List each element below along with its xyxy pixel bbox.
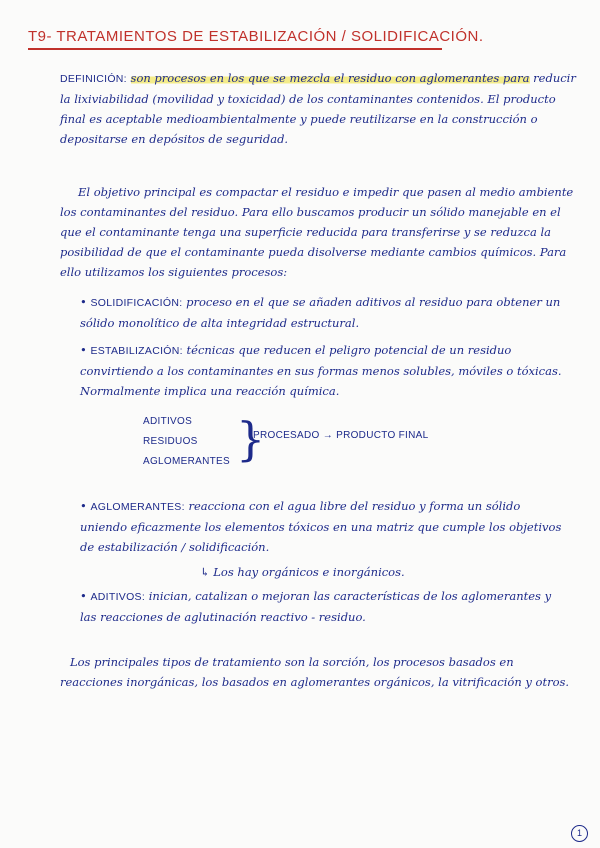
estabilizacion-text: técnicas que reducen el peligro potencial de un residuo convirtiendo a los contaminantes en sus formas menos solubles, móviles o tóxicas. Normalmente implica una reacción química. [80,343,562,398]
aglomerantes-text: reacciona con el agua libre del residuo y forma un sólido uniendo eficazmente los elementos tóxicos en una matriz que cumple los objetivos de estabilización / solidificación. [80,499,562,554]
bullet-solidificacion: • SOLIDIFICACIÓN: proceso en el que se añaden aditivos al residuo para obtener un sólido monolítico de alta integridad estructural. [80,295,561,330]
objective-paragraph: El objetivo principal es compactar el residuo e impedir que pasen al medio ambiente los contaminantes del residuo. Para ello buscamos producir un sólido manejable en el que el contaminante tenga una superficie reducida para transferirse y se reduzca la posibilidad de que el contaminante pueda disolverse mediante cambios químicos. Para ello utilizamos los siguientes procesos: [60,185,574,279]
input-residuos: RESIDUOS [143,436,198,447]
process-diagram [143,412,463,472]
solidificacion-text: proceso en el que se añaden aditivos al residuo para obtener un sólido monolítico de alta integridad estructural. [80,295,561,330]
bullet-aglomerantes: • AGLOMERANTES: reacciona con el agua libre del residuo y forma un sólido uniendo eficazmente los elementos tóxicos en una matriz que cumple los objetivos de estabilización / solidificación. [80,499,562,554]
definition-paragraph [60,68,580,149]
definition-text: reducir la lixiviabilidad (movilidad y toxicidad) de los contaminantes contenidos. El producto final es aceptable medioambientalmente y puede reutilizarse en la construcción o depositarse en depósitos de seguridad. [60,71,576,146]
aditivos-label: ADITIVOS: [90,591,146,603]
brace-symbol: } [236,412,266,466]
diagram-arrow: → [322,430,334,441]
tipos-paragraph: Los principales tipos de tratamiento son la sorción, los procesos basados en reacciones inorgánicas, los basados en aglomerantes orgánicos, la vitrificación y otros. [60,655,570,689]
bullet-estabilizacion: • ESTABILIZACIÓN: técnicas que reducen el peligro potencial de un residuo convirtiendo a los contaminantes en sus formas menos solubles, móviles o tóxicas. Normalmente implica una reacción química. [80,343,562,398]
definition-highlight: son procesos en los que se mezcla el residuo con aglomerantes para [130,71,530,85]
input-aglomerantes: AGLOMERANTES [143,456,230,467]
definition-label: DEFINICIÓN: [60,73,127,85]
aditivos-text: inician, catalizan o mejoran las características de los aglomerantes y las reacciones de aglutinación reactivo - residuo. [80,589,552,624]
diagram-process: PROCESADO [253,430,320,441]
aglomerantes-note-text: Los hay orgánicos e inorgánicos. [213,565,405,579]
page-title: T9- TRATAMIENTOS DE ESTABILIZACIÓN / SOLIDIFICACIÓN. [28,28,484,45]
diagram-flow [253,430,428,441]
aglomerantes-label: AGLOMERANTES: [90,501,185,513]
diagram-inputs [143,412,230,472]
bullet-aditivos: • ADITIVOS: inician, catalizan o mejoran las características de los aglomerantes y las reacciones de aglutinación reactivo - residuo. [80,589,552,624]
page-number: 1 [571,825,588,842]
solidificacion-label: SOLIDIFICACIÓN: [90,297,183,309]
diagram-output: PRODUCTO FINAL [336,430,429,441]
estabilizacion-label: ESTABILIZACIÓN: [90,345,183,357]
aglomerantes-note: ↳ Los hay orgánicos e inorgánicos. [200,565,405,579]
title-underline [28,48,442,50]
input-aditivos: ADITIVOS [143,416,193,427]
